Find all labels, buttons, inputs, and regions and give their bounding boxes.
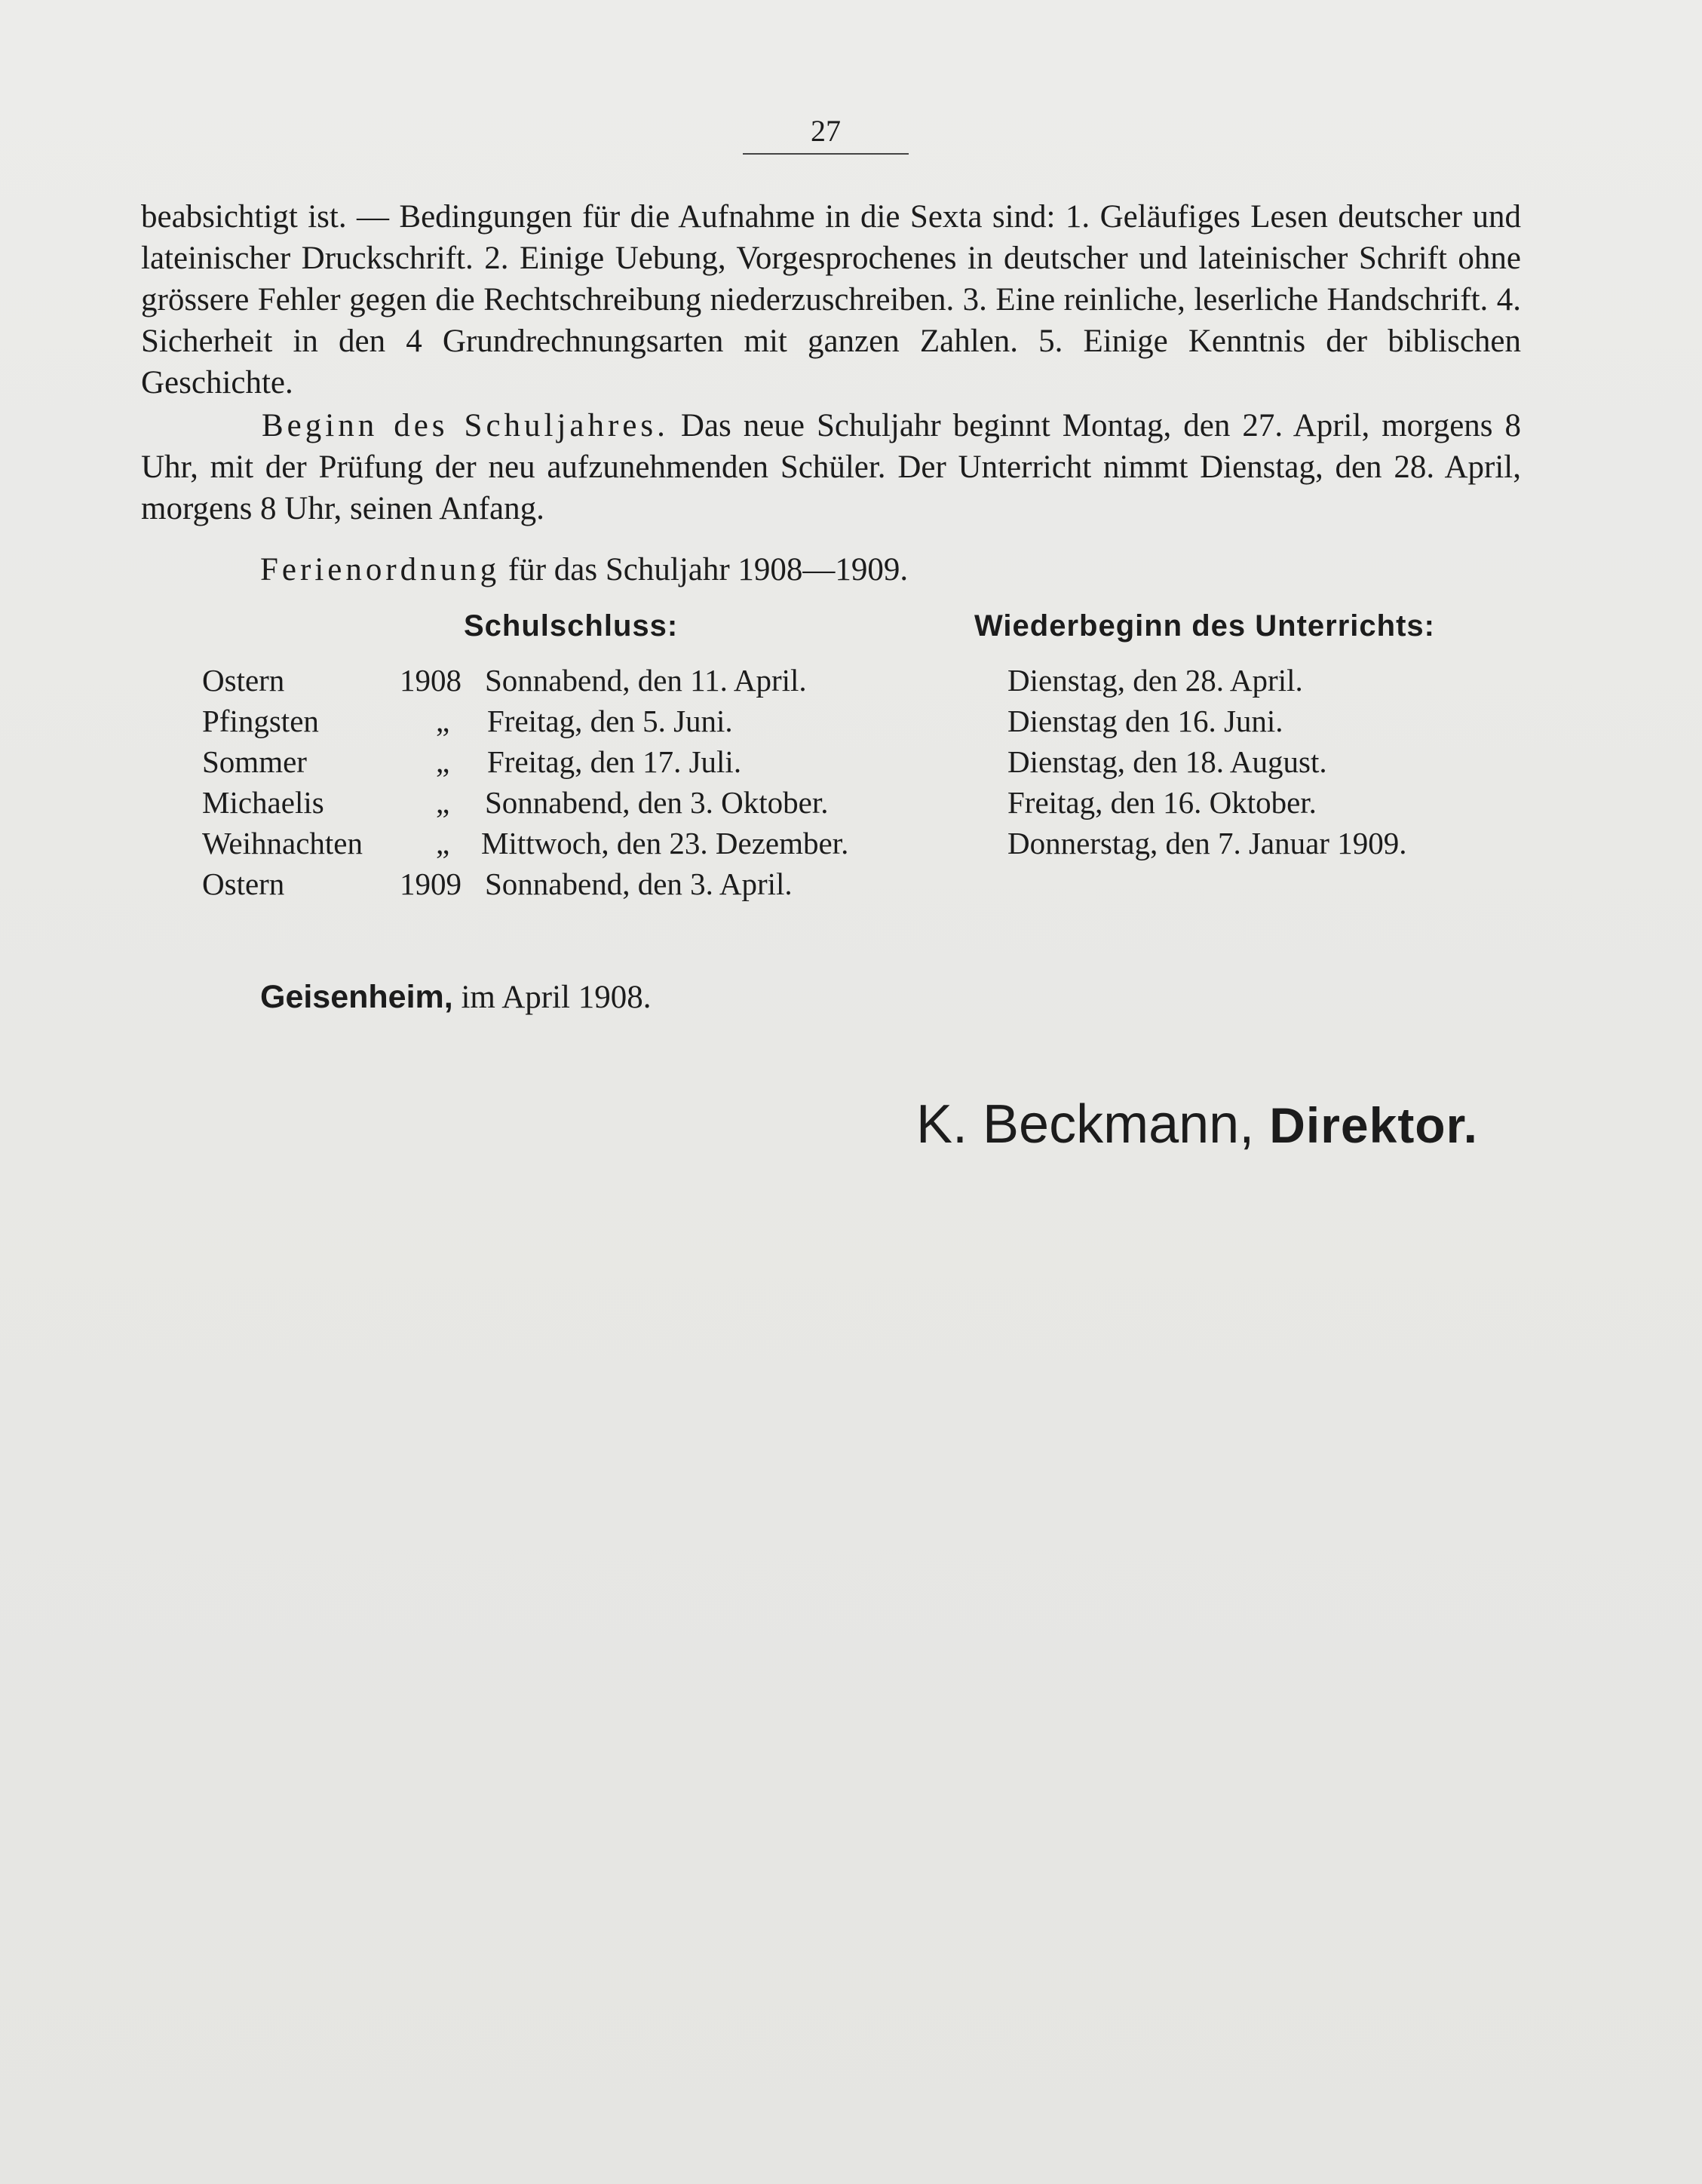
holiday-year: „ xyxy=(436,826,450,860)
holiday-table xyxy=(202,662,1484,906)
place-date: im April 1908. xyxy=(461,980,652,1015)
holiday-row xyxy=(202,825,1484,866)
holiday-end-date: Freitag, den 17. Juli. xyxy=(487,744,742,779)
signature-name: K. Beckmann, xyxy=(916,1094,1255,1155)
place-name: Geisenheim, xyxy=(260,979,453,1015)
place-date-line xyxy=(260,979,652,1016)
school-year-paragraph xyxy=(141,405,1521,529)
holiday-year: „ xyxy=(436,704,450,738)
holiday-restart-date: Freitag, den 16. Oktober. xyxy=(1007,785,1317,820)
holiday-row xyxy=(202,744,1484,784)
holiday-end-date: Freitag, den 5. Juni. xyxy=(487,704,733,738)
holiday-name: Michaelis xyxy=(202,785,324,820)
holiday-restart-date: Donnerstag, den 7. Januar 1909. xyxy=(1007,826,1407,860)
holiday-row xyxy=(202,662,1484,703)
holiday-name: Weihnachten xyxy=(202,826,363,860)
school-year-heading: Beginn des Schuljahres. xyxy=(262,408,669,443)
schulschluss-column-header: Schulschluss: xyxy=(464,609,679,643)
wiederbeginn-column-header: Wiederbeginn des Unterrichts: xyxy=(974,609,1435,643)
signature-line xyxy=(916,1094,1478,1155)
holiday-restart-date: Dienstag den 16. Juni. xyxy=(1007,704,1283,738)
holiday-row xyxy=(202,866,1484,906)
holiday-name: Ostern xyxy=(202,663,285,698)
holiday-year: „ xyxy=(436,744,450,779)
holiday-row xyxy=(202,784,1484,825)
holiday-end-date: Sonnabend, den 11. April. xyxy=(485,663,807,698)
page-number: 27 xyxy=(811,114,841,148)
holiday-schedule-heading: Ferienordnung xyxy=(260,552,501,587)
holiday-restart-date: Dienstag, den 18. August. xyxy=(1007,744,1327,779)
holiday-year: 1909 xyxy=(400,867,462,901)
signature-title: Direktor. xyxy=(1269,1097,1479,1153)
page-number-rule xyxy=(743,153,909,155)
admission-conditions-paragraph: beabsichtigt ist. — Bedingungen für die Aufnahme in die Sexta sind: 1. Geläufiges Lesen deutscher und lateinischer Druckschrift. 2. Einige Uebung, Vorgesprochenes in deutscher und lateinischer Schrift ohne grössere Fehler gegen die Rechtschreibung niederzuschreiben. 3. Eine reinliche, leserliche Handschrift. 4. Sicherheit in den 4 Grundrechnungsarten mit ganzen Zahlen. 5. Einige Kenntnis der biblischen Geschichte. xyxy=(141,199,1521,400)
school-year-text: Das neue Schuljahr beginnt Montag, den 27. April, morgens 8 Uhr, mit der Prüfung der neu aufzunehmenden Schüler. Der Unterricht nimmt Dienstag, den 28. April, morgens 8 Uhr, seinen Anfang. xyxy=(141,408,1522,526)
holiday-schedule-text: für das Schuljahr 1908—1909. xyxy=(508,552,909,587)
holiday-name: Ostern xyxy=(202,867,285,901)
holiday-end-date: Mittwoch, den 23. Dezember. xyxy=(481,826,849,860)
holiday-name: Pfingsten xyxy=(202,704,319,738)
holiday-row xyxy=(202,703,1484,744)
holiday-schedule-title xyxy=(260,551,908,588)
holiday-name: Sommer xyxy=(202,744,307,779)
holiday-end-date: Sonnabend, den 3. Oktober. xyxy=(485,785,829,820)
holiday-year: „ xyxy=(436,785,450,820)
holiday-restart-date: Dienstag, den 28. April. xyxy=(1007,663,1303,698)
holiday-end-date: Sonnabend, den 3. April. xyxy=(485,867,793,901)
holiday-year: 1908 xyxy=(400,663,462,698)
